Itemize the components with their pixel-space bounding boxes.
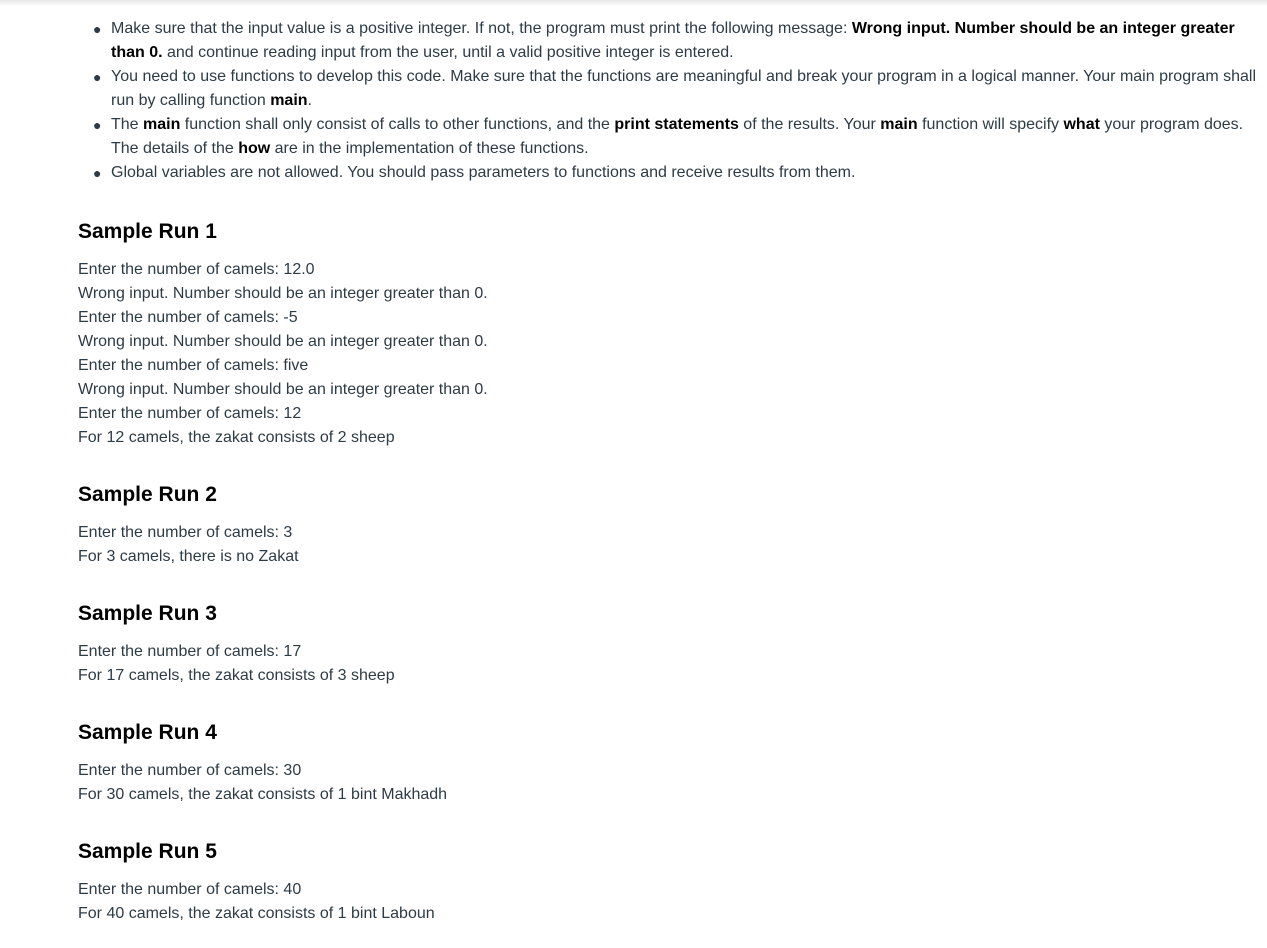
- output-line: For 3 camels, there is no Zakat: [78, 548, 299, 565]
- sample-run-output: [78, 521, 1263, 569]
- output-line: Enter the number of camels: 40: [78, 881, 302, 898]
- output-line: Wrong input. Number should be an integer greater than 0.: [78, 333, 488, 350]
- list-item: ● Make sure that the input value is a positive integer. If not, the program must print the following message: Wrong input. Number should be an integer greater than 0. and continue reading input from the user, until a valid positive integer is entered.: [111, 17, 1263, 65]
- sample-run-heading: Sample Run 2: [78, 483, 217, 506]
- sample-run-4: [78, 721, 1263, 807]
- sample-run-output: [78, 258, 1263, 450]
- output-line: For 30 camels, the zakat consists of 1 bint Makhadh: [78, 786, 448, 803]
- sample-run-3: [78, 602, 1263, 688]
- sample-run-heading: Sample Run 4: [78, 721, 217, 744]
- output-line: For 17 camels, the zakat consists of 3 sheep: [78, 667, 395, 684]
- sample-run-5: [78, 840, 1263, 926]
- output-line: Enter the number of camels: 30: [78, 762, 302, 779]
- bullet-icon: ●: [93, 165, 102, 181]
- output-line: Wrong input. Number should be an integer greater than 0.: [78, 381, 488, 398]
- assignment-content: [78, 17, 1263, 926]
- sample-run-output: [78, 640, 1263, 688]
- bullet-icon: ●: [93, 117, 102, 133]
- output-line: Enter the number of camels: 12: [78, 405, 302, 422]
- output-line: Enter the number of camels: 17: [78, 643, 302, 660]
- output-line: Enter the number of camels: 12.0: [78, 261, 315, 278]
- output-line: Enter the number of camels: -5: [78, 309, 298, 326]
- list-item: ● You need to use functions to develop this code. Make sure that the functions are meaningful and break your program in a logical manner. Your main program shall run by calling function main.: [111, 65, 1263, 113]
- list-item: ● The main function shall only consist of calls to other functions, and the print statements of the results. Your main function will specify what your program does. The details of the how are in the implementation of these functions.: [111, 113, 1263, 161]
- sample-run-2: [78, 483, 1263, 569]
- output-line: For 12 camels, the zakat consists of 2 sheep: [78, 429, 395, 446]
- sample-run-1: [78, 220, 1263, 450]
- requirements-list: [78, 17, 1263, 185]
- list-item: ● Global variables are not allowed. You should pass parameters to functions and receive results from them.: [111, 161, 1263, 185]
- output-line: Wrong input. Number should be an integer greater than 0.: [78, 285, 488, 302]
- sample-run-output: [78, 878, 1263, 926]
- sample-run-heading: Sample Run 1: [78, 220, 217, 243]
- top-shadow: [0, 0, 1267, 6]
- bullet-icon: ●: [93, 69, 102, 85]
- output-line: Enter the number of camels: 3: [78, 524, 293, 541]
- bullet-icon: ●: [93, 21, 102, 37]
- sample-run-heading: Sample Run 3: [78, 602, 217, 625]
- sample-run-output: [78, 759, 1263, 807]
- sample-run-heading: Sample Run 5: [78, 840, 217, 863]
- output-line: Enter the number of camels: five: [78, 357, 309, 374]
- output-line: For 40 camels, the zakat consists of 1 bint Laboun: [78, 905, 435, 922]
